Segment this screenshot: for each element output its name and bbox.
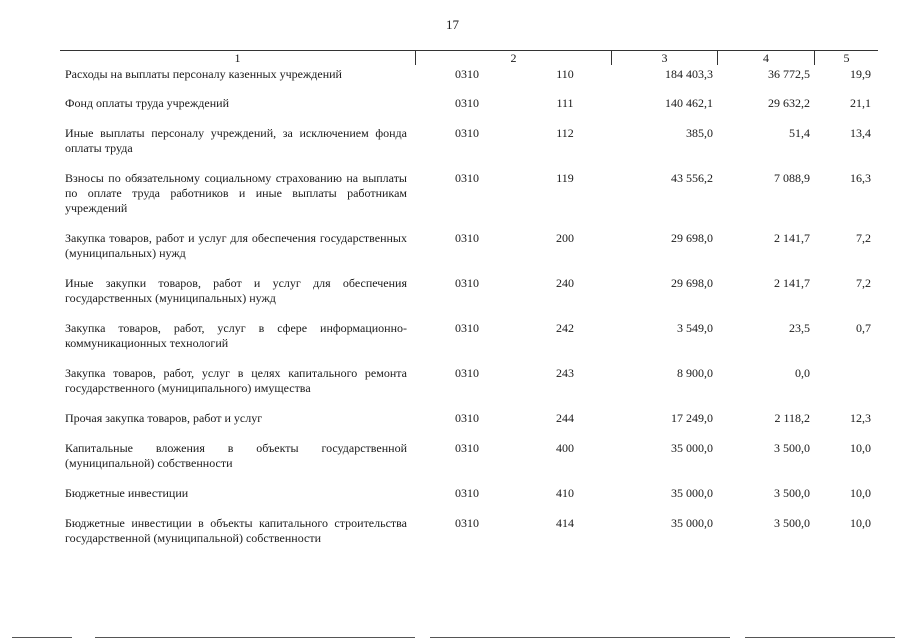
row-plan-value: 385,0 [686,126,713,140]
row-expense-type: 119 [556,171,574,185]
row-section-code: 0310 [455,516,479,530]
row-description: Бюджетные инвестиции [65,486,189,500]
row-plan-value: 184 403,3 [665,67,713,81]
row-fact-value: 0,0 [795,366,810,380]
row-section-code: 0310 [455,231,479,245]
row-section-code: 0310 [455,276,479,290]
footer-scan-line [430,637,730,638]
row-section-code: 0310 [455,441,479,455]
row-description: Фонд оплаты труда учреждений [65,96,229,110]
row-fact-value: 7 088,9 [774,171,810,185]
header-col-5: 5 [843,51,850,65]
footer-scan-line [95,637,415,638]
row-description: Иные закупки товаров, работ и услуг для обеспечения государственных (муниципальных) нужд [65,276,407,305]
header-col-3: 3 [661,51,668,65]
row-expense-type: 400 [556,441,574,455]
header-col-4: 4 [763,51,769,65]
row-expense-type: 240 [556,276,574,290]
row-expense-type: 110 [556,67,574,81]
row-expense-type: 111 [556,96,574,110]
row-fact-value: 3 500,0 [774,441,810,455]
row-expense-type: 242 [556,321,574,335]
table-header [60,50,878,65]
row-plan-value: 35 000,0 [671,441,713,455]
row-fact-value: 2 141,7 [774,276,810,290]
row-expense-type: 410 [556,486,574,500]
row-description: Прочая закупка товаров, работ и услуг [65,411,263,425]
footer-scan-line [12,637,72,638]
row-section-code: 0310 [455,96,479,110]
row-percent: 7,2 [856,231,871,245]
row-expense-type: 200 [556,231,574,245]
row-section-code: 0310 [455,171,479,185]
row-fact-value: 23,5 [789,321,810,335]
row-plan-value: 17 249,0 [671,411,713,425]
row-percent: 13,4 [850,126,871,140]
row-percent: 21,1 [850,96,871,110]
row-expense-type: 414 [556,516,574,530]
row-description: Иные выплаты персоналу учреждений, за исключением фонда оплаты труда [65,126,407,155]
row-percent: 10,0 [850,486,871,500]
row-description: Закупка товаров, работ, услуг в целях капитального ремонта государственного (муниципального) имущества [65,366,407,395]
row-description: Капитальные вложения в объекты государственной (муниципальной) собственности [65,441,407,470]
row-percent: 12,3 [850,411,871,425]
page-number: 17 [446,17,459,32]
row-plan-value: 3 549,0 [677,321,713,335]
row-expense-type: 244 [556,411,574,425]
row-fact-value: 51,4 [789,126,810,140]
row-section-code: 0310 [455,411,479,425]
row-fact-value: 3 500,0 [774,486,810,500]
row-plan-value: 29 698,0 [671,276,713,290]
row-plan-value: 29 698,0 [671,231,713,245]
row-description: Расходы на выплаты персоналу казенных учреждений [65,67,342,81]
row-expense-type: 243 [556,366,574,380]
row-percent: 19,9 [850,67,871,81]
row-percent: 10,0 [850,516,871,530]
row-description: Закупка товаров, работ и услуг для обеспечения государственных (муниципальных) нужд [65,231,407,260]
row-section-code: 0310 [455,321,479,335]
row-fact-value: 36 772,5 [768,67,810,81]
header-col-2: 2 [510,51,517,65]
row-plan-value: 35 000,0 [671,516,713,530]
row-section-code: 0310 [455,126,479,140]
row-plan-value: 140 462,1 [665,96,713,110]
row-fact-value: 3 500,0 [774,516,810,530]
row-plan-value: 35 000,0 [671,486,713,500]
row-section-code: 0310 [455,67,479,81]
row-fact-value: 2 141,7 [774,231,810,245]
row-percent: 16,3 [850,171,871,185]
row-fact-value: 2 118,2 [774,411,810,425]
footer-scan-line [745,637,895,638]
row-description: Взносы по обязательному социальному страхованию на выплаты по оплате труда работников и иные выплаты работникам учреждений [65,171,407,215]
row-section-code: 0310 [455,366,479,380]
row-expense-type: 112 [556,126,574,140]
header-col-1: 1 [234,51,241,65]
row-description: Закупка товаров, работ, услуг в сфере информационно-коммуникационных технологий [65,321,407,350]
row-plan-value: 8 900,0 [677,366,713,380]
row-description: Бюджетные инвестиции в объекты капитального строительства государственной (муниципальной) собственности [65,516,407,545]
row-percent: 0,7 [856,321,871,335]
row-percent: 7,2 [856,276,871,290]
row-section-code: 0310 [455,486,479,500]
row-plan-value: 43 556,2 [671,171,713,185]
row-fact-value: 29 632,2 [768,96,810,110]
row-percent: 10,0 [850,441,871,455]
